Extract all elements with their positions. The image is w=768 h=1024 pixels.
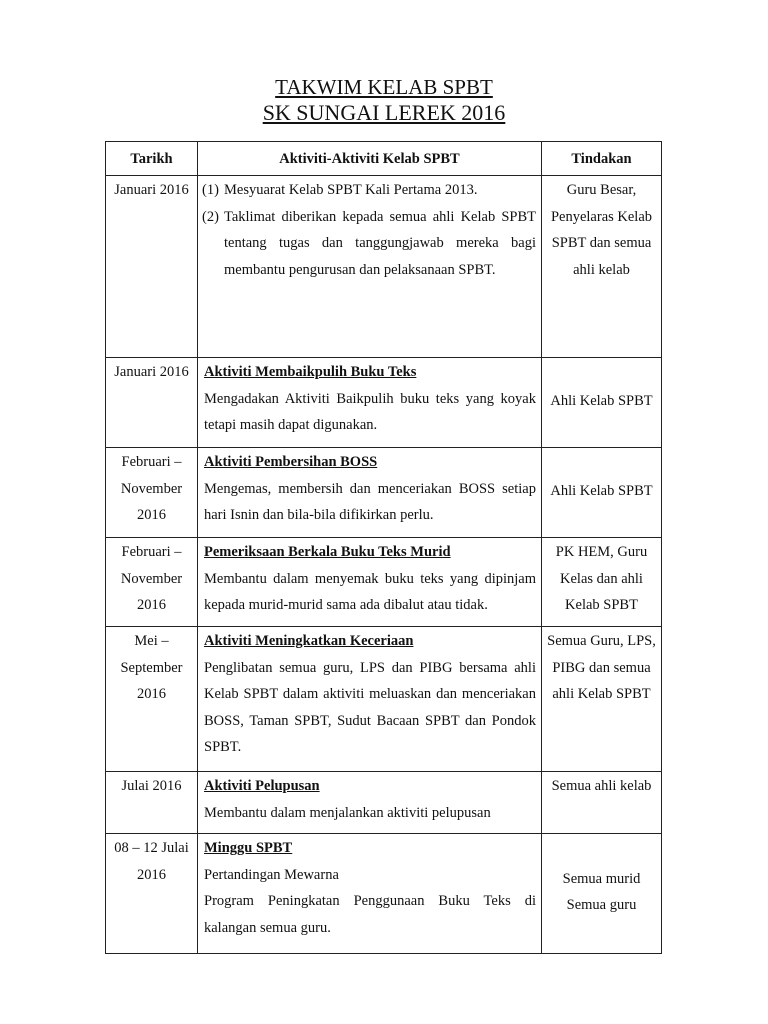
activity-description: Membantu dalam menyemak buku teks yang dipinjam kepada murid-murid sama ada dibalut atau tidak. [204,570,536,613]
title-line-2: SK SUNGAI LEREK 2016 [262,100,506,125]
activity-description: Mengadakan Aktiviti Baikpulih buku teks yang koyak tetapi masih dapat digunakan. [204,390,536,433]
row-action: Guru Besar, Penyelaras Kelab SPBT dan semua ahli kelab [542,176,662,358]
activity-description: Membantu dalam menjalankan aktiviti pelupusan [204,804,491,821]
activity-description: Pertandingan Mewarna [204,866,339,883]
row-date: Januari 2016 [106,176,198,358]
row-action: Semua ahli kelab [542,772,662,834]
activity-heading: Minggu SPBT [204,840,293,856]
action-line-1: Semua murid [562,870,641,887]
row-activity [198,176,542,358]
table-row [106,834,662,954]
row-date: Januari 2016 [106,358,198,448]
title-line-1: TAKWIM KELAB SPBT [275,75,493,99]
header-tindakan: Tindakan [542,142,662,176]
item-text: Mesyuarat Kelab SPBT Kali Pertama 2013. [224,182,478,198]
row-date: Februari – November 2016 [106,448,198,538]
row-date: Mei – September 2016 [106,627,198,772]
row-action [542,834,662,954]
activity-description-2: Program Peningkatan Penggunaan Buku Teks di kalangan semua guru. [204,893,536,936]
activity-heading: Aktiviti Pembersihan BOSS [204,454,378,470]
row-date: 08 – 12 Julai 2016 [106,834,198,954]
row-activity [198,834,542,954]
row-activity [198,627,542,772]
row-activity [198,358,542,448]
table-row [106,358,662,448]
document-title [0,74,768,126]
table-row [106,538,662,627]
activity-heading: Aktiviti Pelupusan [204,778,320,794]
activity-heading: Aktiviti Membaikpulih Buku Teks [204,364,417,380]
row-date: Februari – November 2016 [106,538,198,627]
list-item [202,177,536,204]
row-action: Ahli Kelab SPBT [542,358,662,448]
table-row [106,176,662,358]
table-row [106,772,662,834]
row-activity [198,772,542,834]
table-header-row [106,142,662,176]
header-tarikh: Tarikh [106,142,198,176]
header-aktiviti: Aktiviti-Aktiviti Kelab SPBT [198,142,542,176]
item-number: (1) [202,182,219,198]
row-date: Julai 2016 [106,772,198,834]
row-action: Ahli Kelab SPBT [542,448,662,538]
row-activity [198,538,542,627]
action-line-2: Semua guru [566,897,637,913]
table-row [106,448,662,538]
list-item [202,204,536,284]
activity-heading: Aktiviti Meningkatkan Keceriaan [204,633,414,649]
table-row [106,627,662,772]
item-number: (2) [202,208,219,225]
row-activity [198,448,542,538]
row-action: PK HEM, Guru Kelas dan ahli Kelab SPBT [542,538,662,627]
activity-description: Mengemas, membersih dan menceriakan BOSS setiap hari Isnin dan bila-bila difikirkan perlu. [204,480,536,523]
item-text: Taklimat diberikan kepada semua ahli Kelab SPBT tentang tugas dan tanggungjawab mereka bagi membantu pengurusan dan pelaksanaan SPBT. [224,208,536,278]
activity-heading: Pemeriksaan Berkala Buku Teks Murid [204,544,451,560]
takwim-table [105,141,662,954]
row-action: Semua Guru, LPS, PIBG dan semua ahli Kelab SPBT [542,627,662,772]
activity-list [202,177,536,283]
activity-description: Penglibatan semua guru, LPS dan PIBG bersama ahli Kelab SPBT dalam aktiviti meluaskan dan menceriakan BOSS, Taman SPBT, Sudut Bacaan SPBT dan Pondok SPBT. [204,659,536,755]
